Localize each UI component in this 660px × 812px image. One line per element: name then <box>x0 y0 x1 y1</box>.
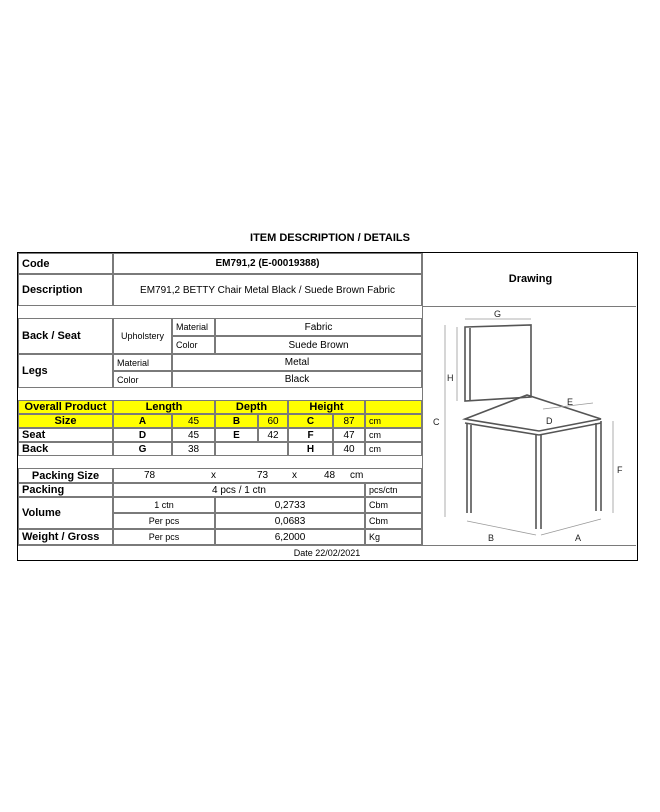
back-seat-label: Back / Seat <box>18 318 113 354</box>
label-h: H <box>447 373 454 383</box>
spec-sheet <box>17 252 638 561</box>
back-seat-material-label: Material <box>172 318 215 336</box>
overall-length-value: 45 <box>172 414 215 428</box>
overall-height-value: 87 <box>333 414 365 428</box>
weight-sub-label: Per pcs <box>113 529 215 545</box>
back-seat-material: Fabric <box>215 318 422 336</box>
seat-length-value: 45 <box>172 428 215 442</box>
overall-unit: cm <box>365 414 422 428</box>
height-header: Height <box>288 400 365 414</box>
volume-pcs-label: Per pcs <box>113 513 215 529</box>
label-b: B <box>488 533 495 543</box>
document-title: ITEM DESCRIPTION / DETAILS <box>250 232 410 244</box>
legs-material: Metal <box>172 354 422 371</box>
back-depth-blank <box>215 442 288 456</box>
packing-label: Packing <box>18 483 113 497</box>
code-value: EM791,2 (E-00019388) <box>113 253 422 274</box>
upholstery-label: Upholstery <box>113 318 172 354</box>
label-a: A <box>575 533 582 543</box>
volume-label: Volume <box>18 497 113 529</box>
seat-unit: cm <box>365 428 422 442</box>
back-label: Back <box>18 442 113 456</box>
length-header: Length <box>113 400 215 414</box>
back-height-key: H <box>288 442 333 456</box>
legs-color-label: Color <box>113 371 172 388</box>
description-value: EM791,2 BETTY Chair Metal Black / Suede Brown Fabric <box>113 274 422 306</box>
seat-height-value: 47 <box>333 428 365 442</box>
weight-value: 6,2000 <box>215 529 365 545</box>
chair-drawing <box>423 307 636 545</box>
label-f: F <box>617 465 623 475</box>
weight-label: Weight / Gross <box>18 529 113 545</box>
back-unit: cm <box>365 442 422 456</box>
back-length-value: 38 <box>172 442 215 456</box>
dim-line-b <box>467 521 536 535</box>
overall-depth-value: 60 <box>258 414 288 428</box>
seat-length-key: D <box>113 428 172 442</box>
label-e: E <box>567 397 574 407</box>
back-seat-color: Suede Brown <box>215 336 422 354</box>
label-g: G <box>494 309 502 319</box>
packing-size-height: 48 <box>324 470 336 481</box>
volume-pcs-value: 0,0683 <box>215 513 365 529</box>
drawing-title: Drawing <box>508 273 553 285</box>
packing-size-x2: x <box>292 470 297 481</box>
back-height-value: 40 <box>333 442 365 456</box>
date-footer: Date 22/02/2021 <box>18 545 636 560</box>
packing-unit: pcs/ctn <box>365 483 422 497</box>
packing-value: 4 pcs / 1 ctn <box>113 483 365 497</box>
chair-backrest <box>465 325 531 401</box>
code-label: Code <box>18 253 113 274</box>
dim-line-a <box>541 519 601 535</box>
packing-size-width: 73 <box>257 470 269 481</box>
seat-depth-value: 42 <box>258 428 288 442</box>
overall-length-key: A <box>113 414 172 428</box>
overall-product-label: Overall Product <box>18 400 113 414</box>
volume-ctn-label: 1 ctn <box>113 497 215 513</box>
seat-depth-key: E <box>215 428 258 442</box>
overall-height-key: C <box>288 414 333 428</box>
packing-size-x1: x <box>211 470 216 481</box>
volume-pcs-unit: Cbm <box>365 513 422 529</box>
packing-size-row <box>113 468 422 483</box>
packing-size-label: Packing Size <box>18 468 113 483</box>
unit-header-blank <box>365 400 422 414</box>
volume-ctn-unit: Cbm <box>365 497 422 513</box>
packing-size-length: 78 <box>144 470 156 481</box>
seat-height-key: F <box>288 428 333 442</box>
legs-label: Legs <box>18 354 113 388</box>
label-d: D <box>546 416 553 426</box>
back-seat-color-label: Color <box>172 336 215 354</box>
legs-color: Black <box>172 371 422 388</box>
label-c: C <box>433 417 440 427</box>
size-label: Size <box>18 414 113 428</box>
seat-label: Seat <box>18 428 113 442</box>
back-length-key: G <box>113 442 172 456</box>
weight-unit: Kg <box>365 529 422 545</box>
description-label: Description <box>18 274 113 306</box>
overall-depth-key: B <box>215 414 258 428</box>
packing-size-unit: cm <box>350 470 364 481</box>
legs-material-label: Material <box>113 354 172 371</box>
volume-ctn-value: 0,2733 <box>215 497 365 513</box>
depth-header: Depth <box>215 400 288 414</box>
